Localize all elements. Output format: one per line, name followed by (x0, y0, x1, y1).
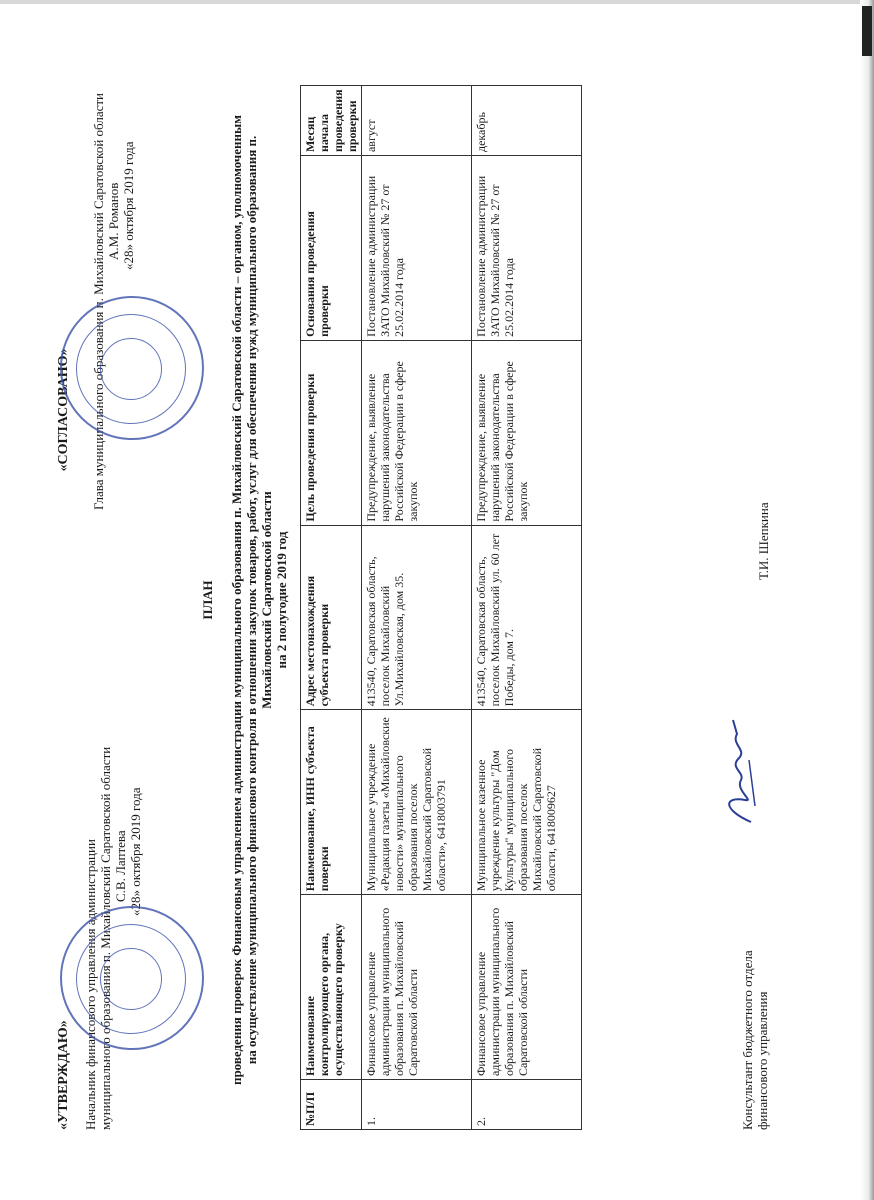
row-organ: Финансовое управление администрации муниципального образования п. Михайловский Саратовской области (472, 895, 582, 1080)
approved-heading: «УТВЕРЖДАЮ» (56, 1020, 71, 1130)
official-seal-stamp-left (60, 906, 204, 1050)
plan-title: ПЛАН (200, 580, 215, 620)
table-row (362, 86, 472, 1130)
approved-date: «28» октября 2019 года (128, 787, 143, 916)
row-subject: Муниципальное казенное учреждение культуры "Дом Культуры" муниципального образования поселок Михайловский Саратовской области, 6418009627 (472, 710, 582, 895)
approved-name: С.В. Лаптева (113, 830, 128, 902)
header-month: Месяц начала проведения проверки (301, 86, 362, 156)
table-row (472, 86, 582, 1130)
row-month: август (362, 86, 472, 156)
inspection-plan-table (300, 85, 582, 1130)
plan-line1: проведения проверок Финансовым управлением администрации муниципального образования п. Михайловский Саратовской области – органом, уполномоченным (229, 114, 244, 1086)
footer-line2: финансового управления (755, 991, 770, 1130)
header-organ: Наименование контролирующего органа, осуществляющего проверку (301, 895, 362, 1080)
signature-image (715, 700, 765, 830)
row-month: декабрь (472, 86, 582, 156)
header-address: Адрес местонахождения субъекта проверки (301, 525, 362, 710)
approved-line1: Начальник финансового управления администрации (83, 839, 98, 1130)
footer-name: Т.И. Шепкина (756, 502, 771, 580)
agreed-name: А.М. Романов (106, 182, 121, 260)
approved-line2: муниципального образования п. Михайловский Саратовской области (98, 746, 113, 1130)
plan-line2: на осуществление муниципального финансового контроля в отношении закупок товаров, работ, услуг для обеспечения нужд муниципального образования п. (244, 135, 259, 1065)
official-seal-stamp-right (60, 296, 204, 440)
row-subject: Муниципальное учреждение «Редакция газеты «Михайловские новости» муниципального образования поселок Михайловский Саратовской области», 6418003791 (362, 710, 472, 895)
row-basis: Постановление администрации ЗАТО Михайловский № 27 от 25.02.2014 года (472, 156, 582, 341)
header-subject: Наименование, ИНН субъекта поверки (301, 710, 362, 895)
footer-position (740, 830, 770, 1130)
row-goal: Предупреждение, выявление нарушений законодательства Российской Федерации в сфере закупок (362, 340, 472, 525)
row-goal: Предупреждение, выявление нарушений законодательства Российской Федерации в сфере закупок (472, 340, 582, 525)
row-address: 413540, Саратовская область, поселок Михайловский Ул.Михайловская, дом 35. (362, 525, 472, 710)
approved-block (56, 610, 143, 1130)
row-organ: Финансовое управление администрации муниципального образования п. Михайловский Саратовской области (362, 895, 472, 1080)
plan-line4: на 2 полугодие 2019 год (274, 531, 289, 669)
row-basis: Постановление администрации ЗАТО Михайловский № 27 от 25.02.2014 года (362, 156, 472, 341)
agreed-date: «28» октября 2019 года (121, 141, 136, 270)
plan-block (200, 0, 289, 1200)
row-num: 1. (362, 1080, 472, 1130)
row-address: 413540, Саратовская область, поселок Михайловский ул. 60 лет Победы, дом 7. (472, 525, 582, 710)
header-num: №П/П (301, 1080, 362, 1130)
header-basis: Основания проведения проверки (301, 156, 362, 341)
header-goal: Цель проведения проверки (301, 340, 362, 525)
row-num: 2. (472, 1080, 582, 1130)
agreed-line1: Глава муниципального образования п. Михайловский Саратовской области (91, 93, 106, 510)
footer-line1: Консультант бюджетного отдела (740, 950, 755, 1130)
table-header-row (301, 86, 362, 1130)
agreed-heading: «СОГЛАСОВАНО» (56, 348, 71, 472)
plan-line3: Михайловский Саратовской области (259, 491, 274, 709)
